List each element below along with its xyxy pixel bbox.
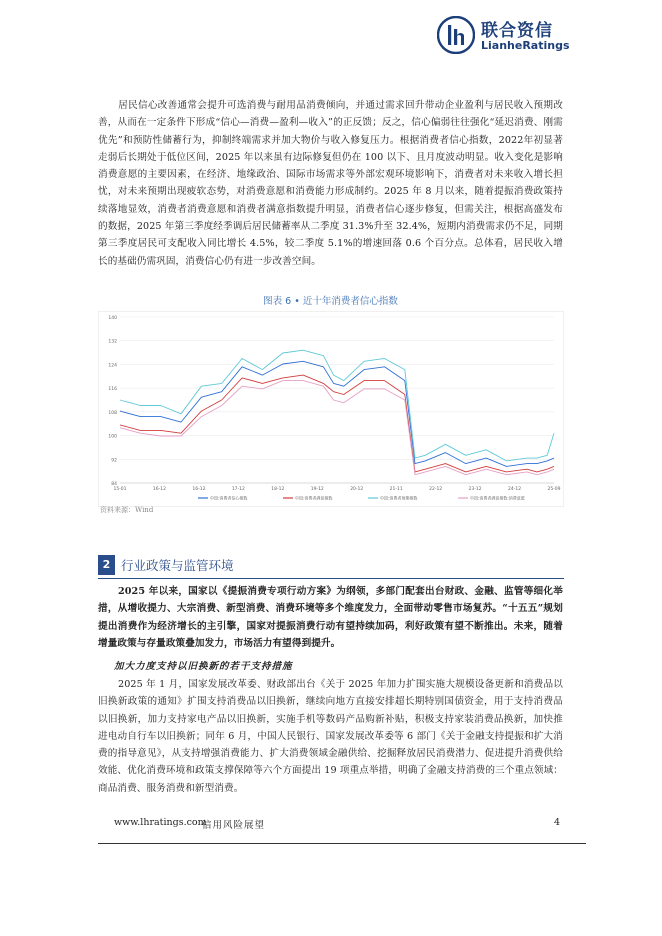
x-tick-label: 23-12 [468, 487, 482, 492]
y-tick-label: 84 [111, 482, 117, 487]
logo-chinese-name: 联合资信 [481, 21, 553, 41]
body-paragraph-1-text: 居民信心改善通常会提升可选消费与耐用品消费倾向，并通过需求回升带动企业盈利与居民收入预期改善，从而在一定条件下形成“信心—消费—盈利—收入”的正反馈；反之，信心偏弱往往强化“延迟消费、刚需优先”和预防性储蓄行为，抑制终端需求并加大物价与收入修复压力。根据消费者信心指数，2022年初显著走弱后长期处于低位区间，2025 年以来虽有边际修复但仍在 100 以下、且月度波动明显。收入变化是影响消费意愿的主要因素，在经济、地缘政治、国际市场需求等外部宏观环境影响下，消费者对未来收入增长担忧，对未来预期出现疲软态势，对消费意愿和消费能力形成制约。2025 年 8 月以来，随着提振消费政策持续落地显效，消费者消费意愿和消费者满意指数提升明显，消费者信心逐步修复，但需关注，根据高盛发布的数据，2025 年第三季度经季调后居民储蓄率从二季度 31.3%升至 32.4%，短期内消费需求仍不足，同期第三季度居民可支配收入同比增长 4.5%，较二季度 5.1%的增速回落 0.6 个百分点。总体看，居民收入增长的基础仍需巩固，消费信心仍有进一步改善空间。 [98, 100, 563, 267]
y-tick-label: 124 [108, 363, 117, 369]
y-tick-label: 108 [108, 410, 117, 416]
x-tick-label: 25-09 [547, 487, 561, 492]
chart-frame [98, 311, 564, 507]
legend-label: 中国:消费者满意指数:消费意愿 [470, 495, 525, 501]
x-tick-label: 22-12 [429, 487, 443, 492]
x-tick-label: 15-01 [113, 487, 127, 492]
x-tick-label: 24-12 [508, 487, 522, 492]
footer-url: www.lhratings.com [114, 817, 207, 828]
company-logo [437, 14, 570, 58]
legend-label: 中国:消费者信心指数 [210, 495, 248, 501]
body-paragraph-2 [98, 583, 563, 652]
x-tick-label: 17-12 [231, 487, 245, 492]
legend-label: 中国:消费者预期指数 [380, 495, 418, 501]
section-title: 行业政策与监管环境 [121, 558, 234, 573]
section-divider [98, 578, 564, 579]
y-tick-label: 100 [108, 434, 117, 440]
subheading: 加大力度支持以旧换新的若干支持措施 [114, 661, 293, 672]
x-tick-label: 16-12 [192, 487, 206, 492]
lh-logo-mark-icon [437, 16, 475, 54]
x-tick-label: 19-12 [310, 487, 324, 492]
footer-publication-name: 信用风险展望 [202, 820, 266, 831]
legend-label: 中国:消费者满意指数 [295, 495, 333, 501]
figure-title: 图表 6 • 近十年消费者信心指数 [263, 296, 398, 307]
y-tick-label: 132 [108, 339, 117, 345]
x-tick-label: 21-11 [389, 487, 403, 492]
consumer-confidence-chart [98, 311, 564, 507]
body-paragraph-3-text: 2025 年 1 月，国家发展改革委、财政部出台《关于 2025 年加力扩围实施大规模设备更新和消费品以旧换新政策的通知》扩围支持消费品以旧换新，继续向地方直接安排超长期特别国债资金，用于支持消费品以旧换新，加力支持家电产品以旧换新，实施手机等数码产品购新补贴，积极支持家装消费品换新，加快推进电动自行车以旧换新；同年 6 月，中国人民银行、国家发展改革委等 6 部门《关于金融支持提振和扩大消费的指导意见》，从支持增强消费能力、扩大消费领域金融供给、挖掘释放居民消费潜力、促进提升消费供给效能、优化消费环境和政策支撑保障等六个方面提出 19 项重点举措，明确了金融支持消费的三个重点领域：商品消费、服务消费和新型消费。 [98, 679, 563, 794]
body-paragraph-3 [98, 676, 563, 797]
footer-divider [98, 843, 586, 844]
x-tick-label: 20-12 [350, 487, 364, 492]
y-tick-label: 116 [108, 387, 117, 393]
body-paragraph-2-text: 2025 年以来，国家以《提振消费专项行动方案》为纲领，多部门配套出台财政、金融、监管等细化举措，从增收提力、大宗消费、新型消费、消费环境等多个维度发力，全面带动零售市场复苏。“十五五”规划提出消费作为经济增长的主引擎，国家对提振消费行动有望持续加码，利好政策有望不断推出。未来，随着增量政策与存量政策叠加发力，市场活力有望得到提升。 [98, 586, 563, 649]
y-tick-label: 140 [108, 316, 117, 321]
x-tick-label: 18-12 [271, 487, 285, 492]
page-number: 4 [554, 817, 561, 828]
y-tick-label: 92 [111, 458, 117, 464]
section-number: 2 [98, 555, 115, 575]
x-tick-label: 16-12 [152, 487, 166, 492]
figure-source: 资料来源：Wind [100, 506, 154, 514]
body-paragraph-1 [98, 97, 563, 270]
logo-english-name: LianheRatings [481, 39, 570, 52]
